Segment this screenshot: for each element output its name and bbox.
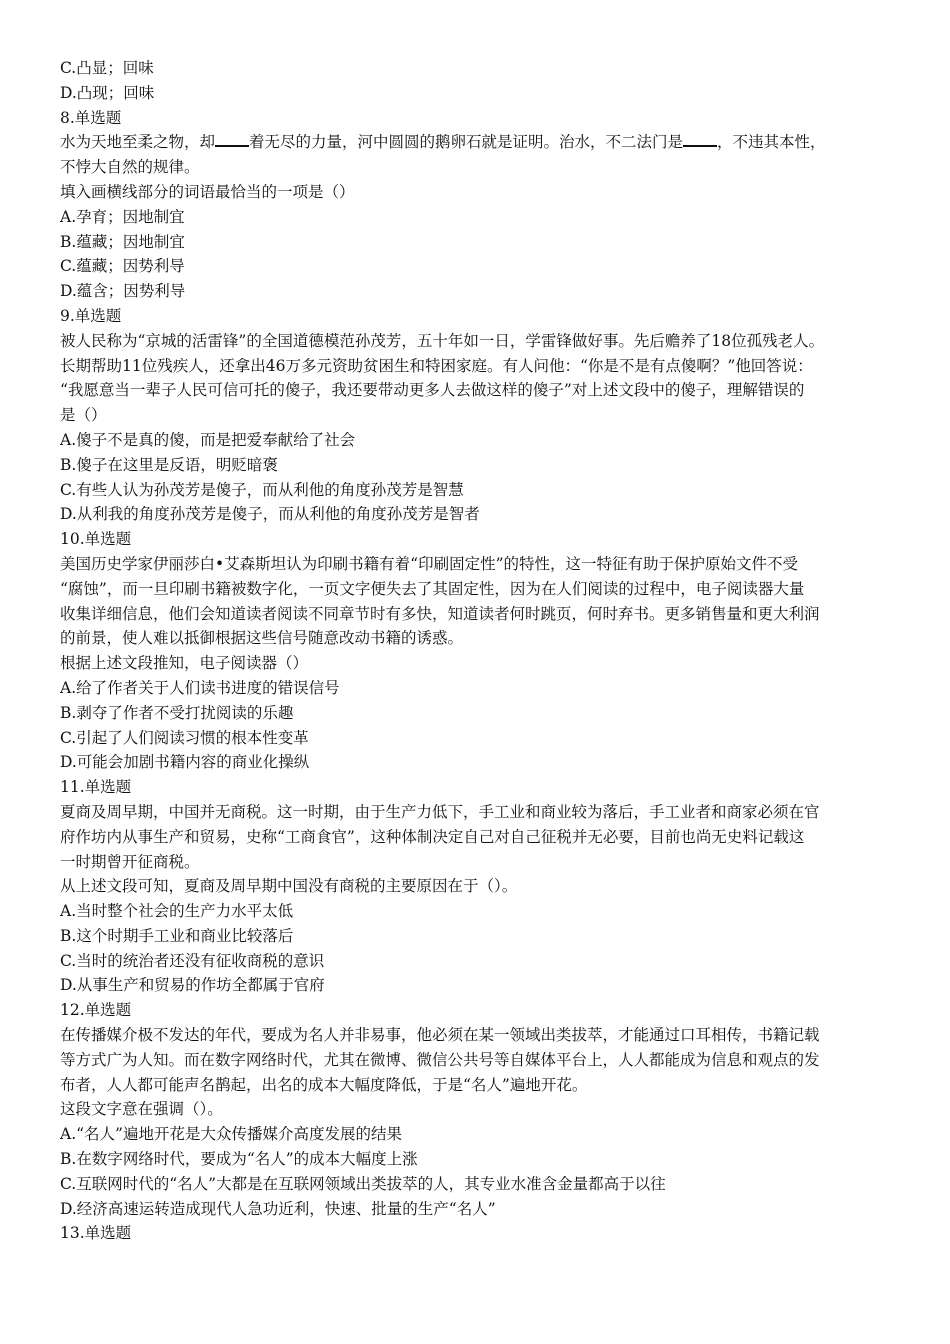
option-c: C.当时的统治者还没有征收商税的意识 [60, 951, 325, 970]
question-10 [60, 527, 890, 775]
question-7-options [60, 56, 890, 106]
question-header: 11.单选题 [60, 778, 132, 797]
option-d: D.凸现；回味 [60, 83, 155, 102]
question-prompt: 这段文字意在强调（）。 [60, 1100, 223, 1119]
question-header: 13.单选题 [60, 1224, 132, 1243]
question-stem-line: 美国历史学家伊丽莎白•艾森斯坦认为印刷书籍有着“印刷固定性”的特性，这一特征有助于保护原始文件不受 [60, 554, 798, 573]
document-page [60, 56, 890, 1246]
option-c: C.互联网时代的“名人”大都是在互联网领域出类拔萃的人，其专业水准含金量都高于以往 [60, 1174, 666, 1193]
question-stem-line: 府作坊内从事生产和贸易，史称“工商食官”，这种体制决定自己对自己征税并无必要，目前也尚无史料记载这 [60, 827, 805, 846]
question-stem-line: 一时期曾开征商税。 [60, 852, 200, 871]
option-a: A.“名人”遍地开花是大众传播媒介高度发展的结果 [60, 1125, 402, 1144]
question-stem-line: 不悖大自然的规律。 [60, 158, 200, 177]
question-prompt: 填入画横线部分的词语最恰当的一项是（） [60, 182, 355, 201]
option-c: C.凸显；回味 [60, 59, 154, 77]
question-9 [60, 304, 890, 527]
option-a: A.当时整个社会的生产力水平太低 [60, 902, 294, 921]
option-b: B.傻子在这里是反语，明贬暗褒 [60, 455, 278, 474]
question-stem-line: “腐蚀”，而一旦印刷书籍被数字化，一页文字便失去了其固定性，因为在人们阅读的过程中，电子阅读器大量 [60, 579, 805, 598]
question-stem-line: 长期帮助11位残疾人，还拿出46万多元资助贫困生和特困家庭。有人问他：“你是不是有点傻啊？”他回答说： [60, 356, 813, 375]
question-prompt: 从上述文段可知，夏商及周早期中国没有商税的主要原因在于（）。 [60, 877, 518, 896]
question-prompt: 根据上述文段推知，电子阅读器（） [60, 654, 309, 673]
question-header: 12.单选题 [60, 1001, 132, 1020]
option-b: B.在数字网络时代，要成为“名人”的成本大幅度上涨 [60, 1150, 418, 1169]
stem-text: 水为天地至柔之物，却 [60, 133, 216, 152]
option-d: D.经济高速运转造成现代人急功近利，快速、批量的生产“名人” [60, 1199, 496, 1218]
option-a: A.傻子不是真的傻，而是把爱奉献给了社会 [60, 430, 356, 449]
question-11 [60, 775, 890, 998]
option-a: A.给了作者关于人们读书进度的错误信号 [60, 678, 340, 697]
question-stem-line: “我愿意当一辈子人民可信可托的傻子，我还要带动更多人去做这样的傻子”对上述文段中的傻子，理解错误的 [60, 381, 805, 400]
stem-text: 着无尽的力量，河中圆圆的鹅卵石就是证明。治水，不二法门是 [249, 133, 684, 152]
question-stem-line: 等方式广为人知。而在数字网络时代，尤其在微博、微信公共号等自媒体平台上，人人都能成为信息和观点的发 [60, 1050, 820, 1069]
question-stem-line: 是（） [60, 406, 107, 425]
question-header: 8.单选题 [60, 108, 122, 127]
option-c: C.有些人认为孙茂芳是傻子，而从利他的角度孙茂芳是智慧 [60, 480, 464, 499]
option-b: B.这个时期手工业和商业比较落后 [60, 926, 294, 945]
option-d: D.可能会加剧书籍内容的商业化操纵 [60, 753, 310, 772]
question-stem-line: 夏商及周早期，中国并无商税。这一时期，由于生产力低下，手工业和商业较为落后，手工业者和商家必须在官 [60, 802, 820, 821]
option-b: B.剥夺了作者不受打扰阅读的乐趣 [60, 703, 294, 722]
question-stem-line: 收集详细信息，他们会知道读者阅读不同章节时有多快，知道读者何时跳页，何时弃书。更多销售量和更大利润 [60, 604, 820, 623]
option-c: C.蕴藏；因势利导 [60, 257, 185, 276]
fill-blank [215, 131, 249, 147]
option-d: D.从事生产和贸易的作坊全都属于官府 [60, 976, 325, 995]
question-stem-line: 在传播媒介极不发达的年代，要成为名人并非易事，他必须在某一领域出类拔萃，才能通过口耳相传，书籍记载 [60, 1026, 820, 1045]
stem-text: ，不违其本性， [717, 133, 826, 152]
question-13 [60, 1221, 890, 1246]
option-a: A.孕育；因地制宜 [60, 207, 185, 226]
option-b: B.蕴藏；因地制宜 [60, 232, 185, 251]
question-8 [60, 106, 890, 304]
option-d: D.从利我的角度孙茂芳是傻子，而从利他的角度孙茂芳是智者 [60, 505, 480, 524]
question-stem-line: 的前景，使人难以抵御根据这些信号随意改动书籍的诱惑。 [60, 629, 464, 648]
question-stem-line: 被人民称为“京城的活雷锋”的全国道德模范孙茂芳，五十年如一日，学雷锋做好事。先后赡养了18位孤残老人。 [60, 331, 825, 350]
fill-blank [683, 131, 717, 147]
question-12 [60, 998, 890, 1221]
question-stem [60, 130, 890, 155]
option-c: C.引起了人们阅读习惯的根本性变革 [60, 728, 309, 747]
option-d: D.蕴含；因势利导 [60, 282, 186, 301]
question-header: 9.单选题 [60, 306, 122, 325]
question-stem-line: 布者，人人都可能声名鹊起，出名的成本大幅度降低，于是“名人”遍地开花。 [60, 1075, 588, 1094]
question-header: 10.单选题 [60, 530, 132, 549]
